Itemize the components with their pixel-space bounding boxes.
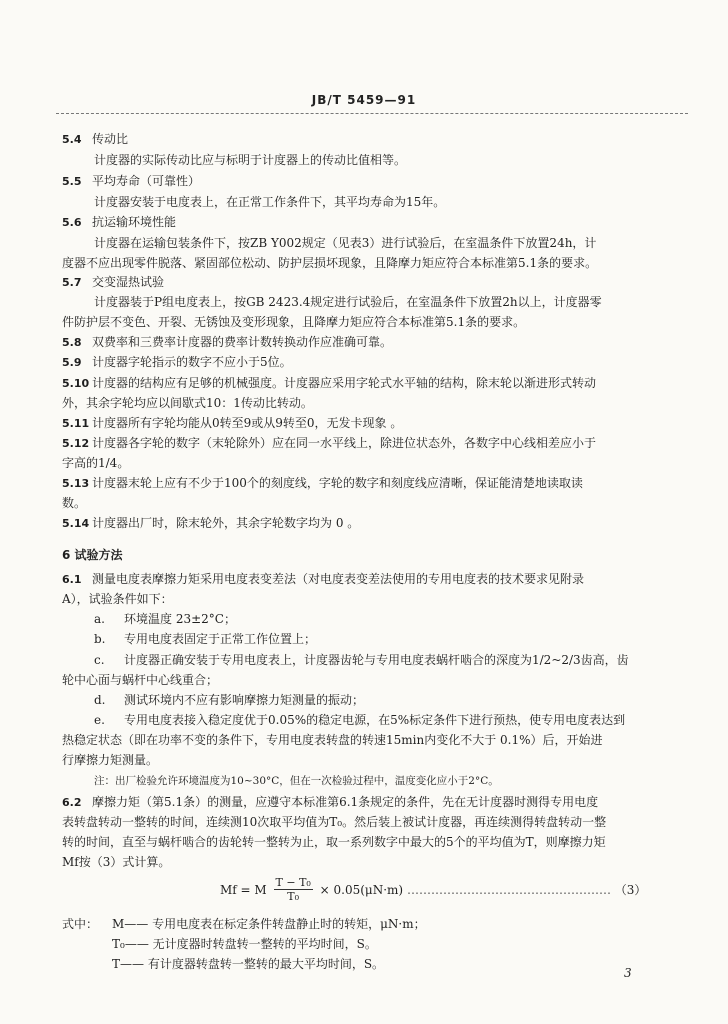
clause-5-7-heading: 5.7 交变湿热试验 xyxy=(62,275,165,289)
clause-5-10: 5.10 计度器的结构应有足够的机械强度。计度器应采用字轮式水平轴的结构，除末轮以渐进形式转动 xyxy=(62,376,597,390)
where-def-t: T—— 有计度器转盘转一整转的最大平均时间，S。 xyxy=(112,957,385,971)
clause-6-2-cont-1: 表转盘转动一整转的时间，连续测10次取平均值为T₀。然后装上被试计度器，再连续测得转盘转动一整 xyxy=(62,815,607,829)
clause-5-12: 5.12 计度器各字轮的数字（末轮除外）应在同一水平线上，除进位状态外，各数字中心线相差应小于 xyxy=(62,436,597,450)
clause-5-5-text: 计度器安装于电度表上，在正常工作条件下，其平均寿命为15年。 xyxy=(94,195,446,209)
formula-numerator: T − T₀ xyxy=(275,876,311,889)
clause-5-5-heading: 5.5 平均寿命（可靠性） xyxy=(62,174,201,188)
clause-5-6-heading: 5.6 抗运输环境性能 xyxy=(62,215,177,229)
condition-b: b. 专用电度表固定于正常工作位置上； xyxy=(94,632,317,646)
where-def-m: M—— 专用电度表在标定条件转盘静止时的转矩，μN·m； xyxy=(112,917,426,931)
condition-e-cont-1: 热稳定状态（即在功率不变的条件下，专用电度表转盘的转速15min内变化不大于 0.1%）后，开始进 xyxy=(62,733,603,747)
formula-lhs: Mf = M xyxy=(220,882,267,897)
clause-5-7-text-1: 计度器装于P组电度表上，按GB 2423.4规定进行试验后，在室温条件下放置2h以上，计度器零 xyxy=(94,295,602,309)
note: 注：出厂检验允许环境温度为10~30°C，但在一次检验过程中，温度变化应小于2°C。 xyxy=(94,775,499,787)
clause-5-12-cont: 字高的1/4。 xyxy=(62,456,130,470)
clause-6-2-cont-3: Mf按（3）式计算。 xyxy=(62,855,171,869)
clause-5-14: 5.14 计度器出厂时，除末轮外，其余字轮数字均为 0 。 xyxy=(62,516,360,530)
clause-5-13-cont: 数。 xyxy=(62,496,87,510)
clause-6-1: 6.1 测量电度表摩擦力矩采用电度表变差法（对电度表变差法使用的专用电度表的技术要求见附录 xyxy=(62,572,585,586)
clause-5-4-text: 计度器的实际传动比应与标明于计度器上的传动比值相等。 xyxy=(94,153,407,167)
clause-5-8: 5.8 双费率和三费率计度器的费率计数转换动作应准确可靠。 xyxy=(62,335,393,349)
standard-code: JB/T 5459—91 xyxy=(311,93,417,107)
condition-d: d. 测试环境内不应有影响摩擦力矩测量的振动； xyxy=(94,693,365,707)
clause-5-6-text-2: 度器不应出现零件脱落、紧固部位松动、防护层损坏现象，且降摩力矩应符合本标准第5.1条的要求。 xyxy=(62,256,598,270)
clause-6-1-cont: A），试验条件如下： xyxy=(62,592,173,606)
clause-6-2: 6.2 摩擦力矩（第5.1条）的测量，应遵守本标准第6.1条规定的条件，先在无计度器时测得专用电度 xyxy=(62,795,599,809)
formula-denominator: T₀ xyxy=(287,890,300,903)
clause-5-11: 5.11 计度器所有字轮均能从0转至9或从9转至0，无发卡现象 。 xyxy=(62,416,403,430)
formula-3 xyxy=(220,876,660,912)
clause-5-6-text-1: 计度器在运输包装条件下，按ZB Y002规定（见表3）进行试验后，在室温条件下放置24h，计 xyxy=(94,236,597,250)
clause-5-9: 5.9 计度器字轮指示的数字不应小于5位。 xyxy=(62,355,292,369)
condition-e-cont-2: 行摩擦力矩测量。 xyxy=(62,753,159,767)
condition-e: e. 专用电度表接入稳定度优于0.05%的稳定电源，在5%标定条件下进行预热，使专用电度表达到 xyxy=(94,713,626,727)
formula-fraction xyxy=(274,876,313,903)
section-6-title: 6 试验方法 xyxy=(62,548,123,562)
condition-c: c. 计度器正确安装于专用电度表上，计度器齿轮与专用电度表蜗杆啮合的深度为1/2~2/3齿高，齿 xyxy=(94,653,629,667)
page-number: 3 xyxy=(624,966,632,980)
clause-5-10-cont: 外，其余字轮均应以间歇式10：1传动比转动。 xyxy=(62,396,313,410)
where-def-t0: T₀—— 无计度器时转盘转一整转的平均时间，S。 xyxy=(112,937,377,951)
formula-leader: …………………………………………… xyxy=(406,882,611,897)
clause-5-4-heading: 5.4 传动比 xyxy=(62,132,129,146)
condition-a: a. 环境温度 23±2°C； xyxy=(94,612,236,626)
header-rule xyxy=(56,113,688,114)
clause-5-13: 5.13 计度器末轮上应有不少于100个的刻度线，字轮的数字和刻度线应清晰，保证能清楚地读取读 xyxy=(62,476,583,490)
where-label: 式中： xyxy=(62,917,99,931)
formula-number: （3） xyxy=(614,883,647,897)
condition-c-cont: 轮中心面与蜗杆中心线重合； xyxy=(62,673,219,687)
clause-6-2-cont-2: 转的时间，直至与蜗杆啮合的齿轮转一整转为止，取一系列数字中最大的5个的平均值为T，则摩擦力矩 xyxy=(62,835,606,849)
clause-5-7-text-2: 件防护层不变色、开裂、无锈蚀及变形现象，且降摩力矩应符合本标准第5.1条的要求。 xyxy=(62,315,526,329)
formula-rhs: × 0.05(μN·m) xyxy=(319,882,404,897)
